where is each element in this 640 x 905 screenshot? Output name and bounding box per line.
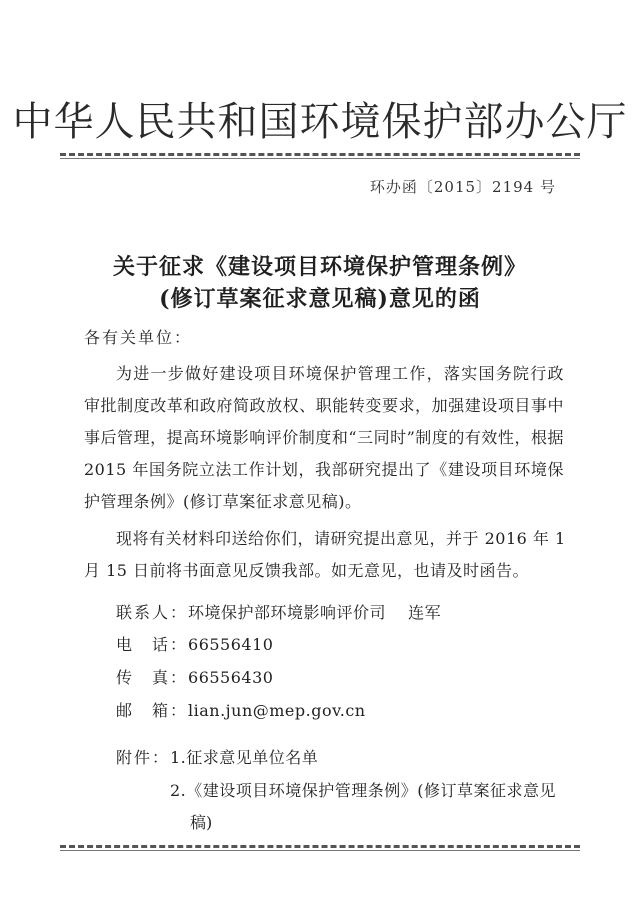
contact-person-label: 联系人：: [116, 603, 189, 622]
body-paragraph-2: [84, 523, 564, 587]
letterhead-rule-thick: [60, 153, 580, 156]
paragraph-line: 护管理条例》(修订草案征求意见稿)。: [84, 492, 362, 511]
letterhead-rule-thin: [60, 158, 580, 159]
footer-rule: [60, 845, 580, 851]
footer-rule-thin: [60, 850, 580, 851]
email-label: 邮 箱：: [116, 701, 189, 720]
paragraph-line: 事后管理，提高环境影响评价制度和“三同时”制度的有效性，根据: [84, 428, 564, 447]
document-title-line-2: (修订草案征求意见稿)意见的函: [159, 286, 481, 312]
email-value[interactable]: lian.jun@mep.gov.cn: [188, 701, 366, 720]
attachment-item-1: 1.征求意见单位名单: [170, 748, 319, 767]
attachment-item-2-continued: 稿): [190, 813, 213, 832]
phone-row: [116, 632, 273, 655]
paragraph-line: 现将有关材料印送给你们，请研究提出意见，并于 2016 年 1: [116, 529, 566, 548]
contact-person-row: [116, 600, 441, 623]
salutation: 各有关单位：: [84, 328, 193, 347]
footer-rule-thick: [60, 845, 580, 848]
letterhead-title: 中华人民共和国环境保护部办公厅: [12, 99, 628, 145]
attachment-item-2: 2.《建设项目环境保护管理条例》(修订草案征求意见: [170, 781, 557, 800]
document-number: 环办函〔2015〕2194 号: [369, 178, 556, 196]
document-title-line-1: 关于征求《建设项目环境保护管理条例》: [112, 254, 527, 280]
fax-label: 传 真：: [116, 668, 189, 687]
fax-value: 66556430: [188, 668, 274, 687]
phone-value: 66556410: [188, 635, 274, 654]
paragraph-line: 2015 年国务院立法工作计划，我部研究提出了《建设项目环境保: [84, 460, 564, 479]
phone-label: 电 话：: [116, 635, 189, 654]
fax-row: [116, 665, 273, 688]
letterhead-rule: [60, 153, 580, 159]
paragraph-line: 审批制度改革和政府简政放权、职能转变要求，加强建设项目事中: [84, 396, 564, 415]
email-row: [116, 698, 366, 721]
paragraph-line: 月 15 日前将书面意见反馈我部。如无意见，也请及时函告。: [84, 561, 530, 580]
attachments-label: 附件：: [116, 748, 171, 767]
body-paragraph-1: [84, 358, 564, 518]
contact-person-value: 环境保护部环境影响评价司 连军: [188, 603, 442, 622]
paragraph-line: 为进一步做好建设项目环境保护管理工作，落实国务院行政: [116, 364, 564, 383]
